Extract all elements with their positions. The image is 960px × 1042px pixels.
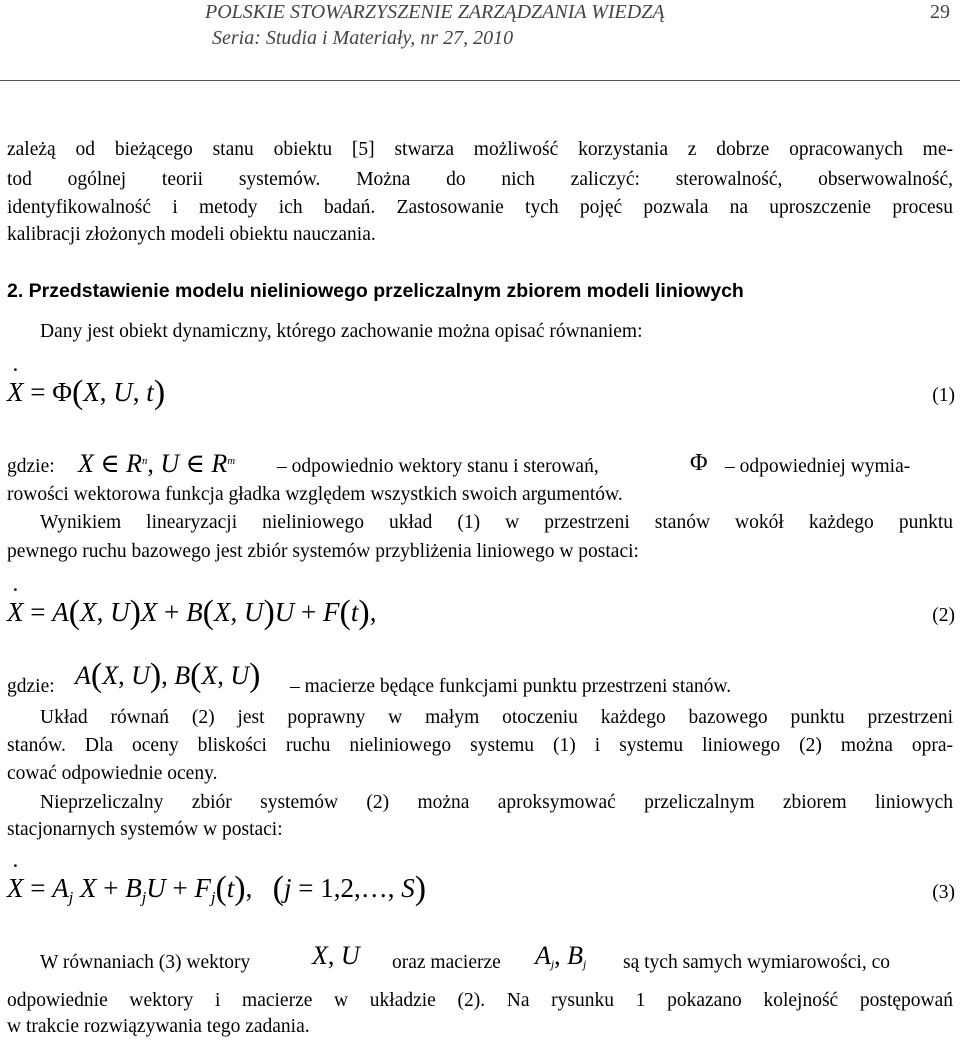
gdzie-1-label: gdzie: (7, 456, 55, 477)
gdzie-2-math: A(X, U), B(X, U) (75, 657, 261, 694)
gdzie-1-math: X ∈ $R^n$, U ∈ $R^m$ (78, 449, 236, 479)
para3-line: Układ równań (2) jest poprawny w małym otoczeniu każdego bazowego punktu przestrzeni (40, 707, 953, 728)
equation-1: ˙ X = Φ(X, U, t) (7, 376, 165, 409)
para3-line: cować odpowiednie oceny. (7, 763, 218, 784)
equation-2-number: (2) (932, 605, 955, 626)
para5-mid: oraz macierze (392, 952, 501, 973)
gdzie-1-desc2: – odpowiedniej wymia- (725, 456, 911, 477)
series-info: Seria: Studia i Materiały, nr 27, 2010 (212, 27, 514, 49)
equation-1-number: (1) (932, 385, 955, 406)
para5-pre: W równaniach (3) wektory (40, 952, 251, 973)
para2-line: pewnego ruchu bazowego jest zbiór systemów przybliżenia liniowego w postaci: (7, 541, 639, 562)
para1-line: identyfikowalność i metody ich badań. Zastosowanie tych pojęć pozwala na uproszczenie procesu (7, 197, 953, 218)
para4-line: Nieprzeliczalny zbiór systemów (2) można aproksymować przeliczalnym zbiorem liniowych (40, 792, 953, 813)
equation-2: ˙ X = A(X, U)X + B(X, U)U + F(t), (7, 596, 376, 629)
section-heading: 2. Przedstawienie modelu nieliniowego przeliczalnym zbiorem modeli liniowych (7, 280, 744, 302)
para5-vectors: X, U (312, 941, 360, 970)
phi-symbol: Φ (690, 450, 708, 476)
gdzie-1-desc: – odpowiednio wektory stanu i sterowań, (277, 456, 599, 477)
para5-matrices: $A_j$, $B_j$ (535, 941, 587, 972)
gdzie-2-desc: – macierze będące funkcjami punktu przestrzeni stanów. (290, 676, 732, 697)
para5-post: są tych samych wymiarowości, co (623, 952, 890, 973)
para5-line: odpowiednie wektory i macierze w układzie (2). Na rysunku 1 pokazano kolejność postępowań (7, 990, 953, 1011)
para1-line: zależą od bieżącego stanu obiektu [5] stwarza możliwość korzystania z dobrze opracowanych me- (7, 139, 953, 160)
page-number: 29 (930, 1, 950, 23)
equation-3: ˙ $X = A_j$ $X + B_jU + F_j(t)$, (j = 1,2,…, S) (7, 872, 426, 914)
para4-line: stacjonarnych systemów w postaci: (7, 819, 283, 840)
equation-3-number: (3) (932, 882, 955, 903)
header-rule (0, 80, 960, 81)
para1-line: tod ogólnej teorii systemów. Można do nich zaliczyć: sterowalność, obserwowalność, (7, 169, 953, 190)
gdzie-1-cont: rowości wektorowa funkcja gładka względem wszystkich swoich argumentów. (7, 484, 623, 505)
para1-line: kalibracji złożonych modeli obiektu nauczania. (7, 224, 376, 245)
journal-title: POLSKIE STOWARZYSZENIE ZARZĄDZANIA WIEDZĄ (205, 1, 665, 23)
intro-text: Dany jest obiekt dynamiczny, którego zachowanie można opisać równaniem: (40, 321, 643, 342)
para2-line: Wynikiem linearyzacji nieliniowego układ (1) w przestrzeni stanów wokół każdego punktu (40, 512, 953, 533)
para3-line: stanów. Dla oceny bliskości ruchu nieliniowego systemu (1) i systemu liniowego (2) można opra- (7, 735, 953, 756)
para5-line: w trakcie rozwiązywania tego zadania. (7, 1016, 310, 1037)
gdzie-2-label: gdzie: (7, 676, 55, 697)
